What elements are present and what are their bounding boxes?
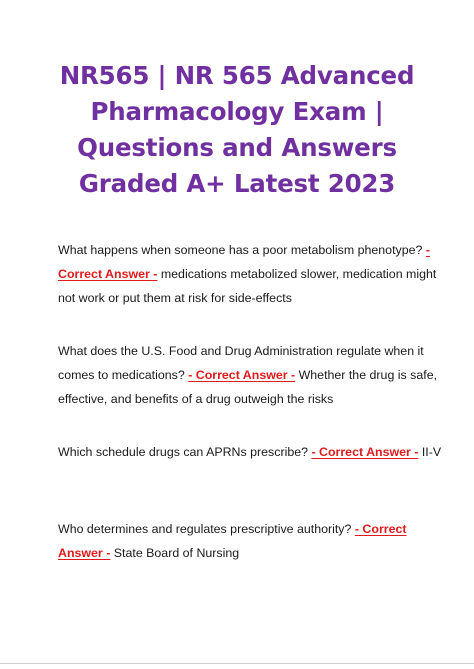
answer-text: II-V <box>421 445 442 459</box>
qa-item <box>58 440 443 464</box>
document-title: NR565 | NR 565 Advanced Pharmacology Exam | Questions and Answers Graded A+ Latest 2023 <box>59 61 415 198</box>
question-text: Who determines and regulates prescriptive authority? <box>58 522 352 536</box>
correct-answer-label: - Correct Answer - <box>188 368 296 382</box>
answer-text: Whether the drug is safe, effective, and benefits of a drug outweigh the risks <box>58 368 438 406</box>
question-text: What happens when someone has a poor metabolism phenotype? <box>58 243 423 257</box>
question-text: Which schedule drugs can APRNs prescribe? <box>58 445 308 459</box>
answer-text: medications metabolized slower, medication might not work or put them at risk for side-effects <box>58 267 437 305</box>
question-text: What does the U.S. Food and Drug Administration regulate when it comes to medications? <box>58 344 424 382</box>
qa-item <box>58 339 443 411</box>
qa-item <box>58 517 443 565</box>
correct-answer-label: - Correct Answer - <box>58 243 430 281</box>
answer-text: State Board of Nursing <box>113 546 240 560</box>
page-bottom-divider <box>0 663 474 664</box>
correct-answer-label: - Correct Answer - <box>58 522 407 560</box>
correct-answer-label: - Correct Answer - <box>311 445 419 459</box>
qa-item <box>58 238 443 310</box>
